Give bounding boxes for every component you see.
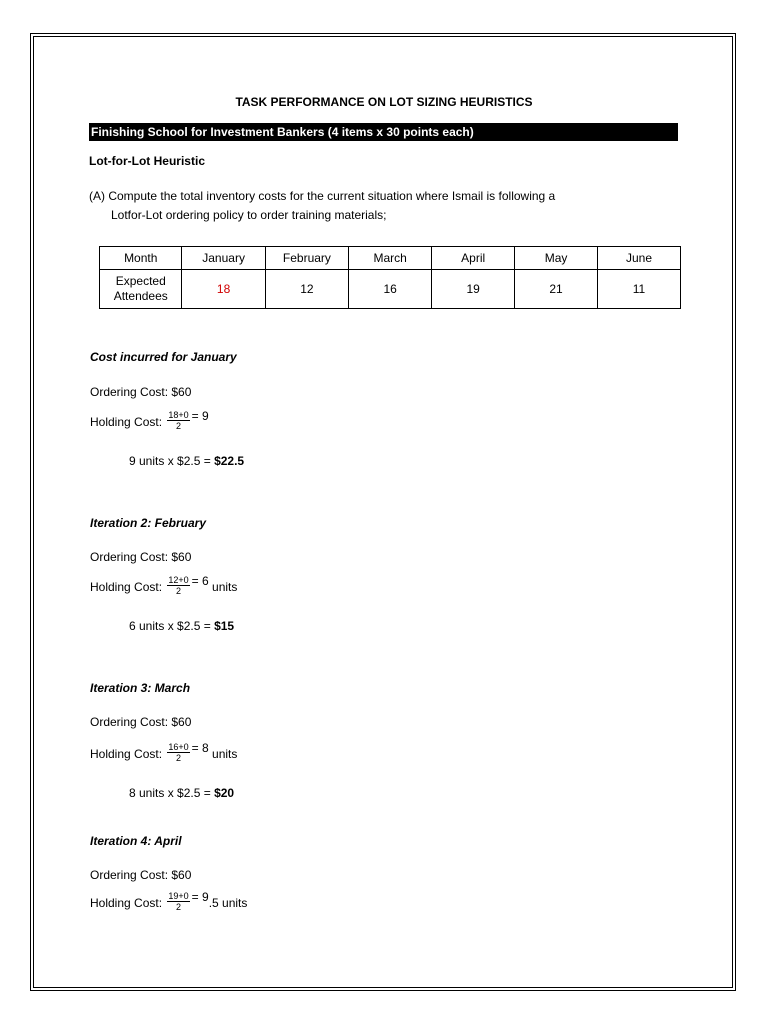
table-cell-march: 16 <box>349 270 432 309</box>
fraction-denominator: 2 <box>176 902 182 913</box>
holding-label: Holding Cost: <box>90 580 163 594</box>
table-cell-june: 11 <box>598 270 681 309</box>
holding-result: = 8 <box>191 741 209 755</box>
fraction-numerator: 19+0 <box>168 891 189 902</box>
row-label-line2: Attendees <box>113 289 168 303</box>
table-header-cell: March <box>349 247 432 270</box>
document-title: TASK PERFORMANCE ON LOT SIZING HEURISTICS <box>235 95 533 109</box>
holding-result: = 9 <box>191 409 209 423</box>
table-cell-february: 12 <box>265 270 348 309</box>
row-label-cell <box>100 270 182 309</box>
holding-label: Holding Cost: <box>90 747 163 761</box>
calc-result: $20 <box>214 786 235 800</box>
table-header-row <box>100 247 681 270</box>
fraction-denominator: 2 <box>176 753 182 764</box>
fraction-denominator: 2 <box>176 586 182 597</box>
holding-units: units <box>208 580 238 594</box>
table-cell-april: 19 <box>432 270 515 309</box>
holding-cost-april <box>90 890 247 912</box>
table-cell-may: 21 <box>515 270 598 309</box>
block-heading-march: Iteration 3: March <box>90 681 191 695</box>
calc-prefix: 9 units x $2.5 = <box>129 454 215 468</box>
holding-result: = 6 <box>191 574 209 588</box>
table-header-cell: April <box>432 247 515 270</box>
holding-units: units <box>208 747 238 761</box>
row-label-line1: Expected <box>115 274 166 288</box>
fraction <box>167 410 189 431</box>
table-row <box>100 270 681 309</box>
calc-march <box>129 784 234 803</box>
ordering-cost-january: Ordering Cost: $60 <box>90 385 192 399</box>
fraction-numerator: 12+0 <box>168 575 189 586</box>
ordering-cost-february: Ordering Cost: $60 <box>90 550 192 564</box>
table-header-cell: January <box>182 247 265 270</box>
calc-february <box>129 617 234 636</box>
block-heading-february: Iteration 2: February <box>90 516 207 530</box>
fraction <box>167 742 189 763</box>
section-banner: Finishing School for Investment Bankers (4 items x 30 points each) <box>89 123 678 141</box>
calc-result: $22.5 <box>214 454 245 468</box>
question-line1-text: Compute the total inventory costs for the current situation where Ismail is following a <box>108 189 556 203</box>
holding-cost-january <box>90 409 209 431</box>
attendees-table <box>99 246 681 309</box>
calc-january <box>129 452 244 471</box>
table-header-cell: Month <box>100 247 182 270</box>
table-header-cell: February <box>265 247 348 270</box>
question-label: (A) <box>89 189 105 203</box>
calc-prefix: 8 units x $2.5 = <box>129 786 215 800</box>
question-line-1 <box>89 187 689 206</box>
fraction-numerator: 16+0 <box>168 742 189 753</box>
section-heading: Lot-for-Lot Heuristic <box>89 154 205 168</box>
calc-prefix: 6 units x $2.5 = <box>129 619 215 633</box>
holding-label: Holding Cost: <box>90 896 163 910</box>
fraction <box>167 575 189 596</box>
block-heading-april: Iteration 4: April <box>90 834 182 848</box>
question-text <box>89 187 689 225</box>
fraction <box>167 891 189 912</box>
holding-result: = 9 <box>191 890 209 904</box>
table-header-cell: May <box>515 247 598 270</box>
holding-cost-february <box>90 574 237 596</box>
calc-result: $15 <box>214 619 235 633</box>
table-header-cell: June <box>598 247 681 270</box>
holding-label: Holding Cost: <box>90 415 163 429</box>
holding-units: .5 units <box>208 896 248 910</box>
fraction-denominator: 2 <box>176 421 182 432</box>
holding-cost-march <box>90 741 237 763</box>
fraction-numerator: 18+0 <box>168 410 189 421</box>
ordering-cost-march: Ordering Cost: $60 <box>90 715 192 729</box>
table-cell-january: 18 <box>182 270 265 309</box>
ordering-cost-april: Ordering Cost: $60 <box>90 868 192 882</box>
block-heading-january: Cost incurred for January <box>90 350 237 364</box>
question-line-2: Lotfor-Lot ordering policy to order training materials; <box>111 208 387 222</box>
